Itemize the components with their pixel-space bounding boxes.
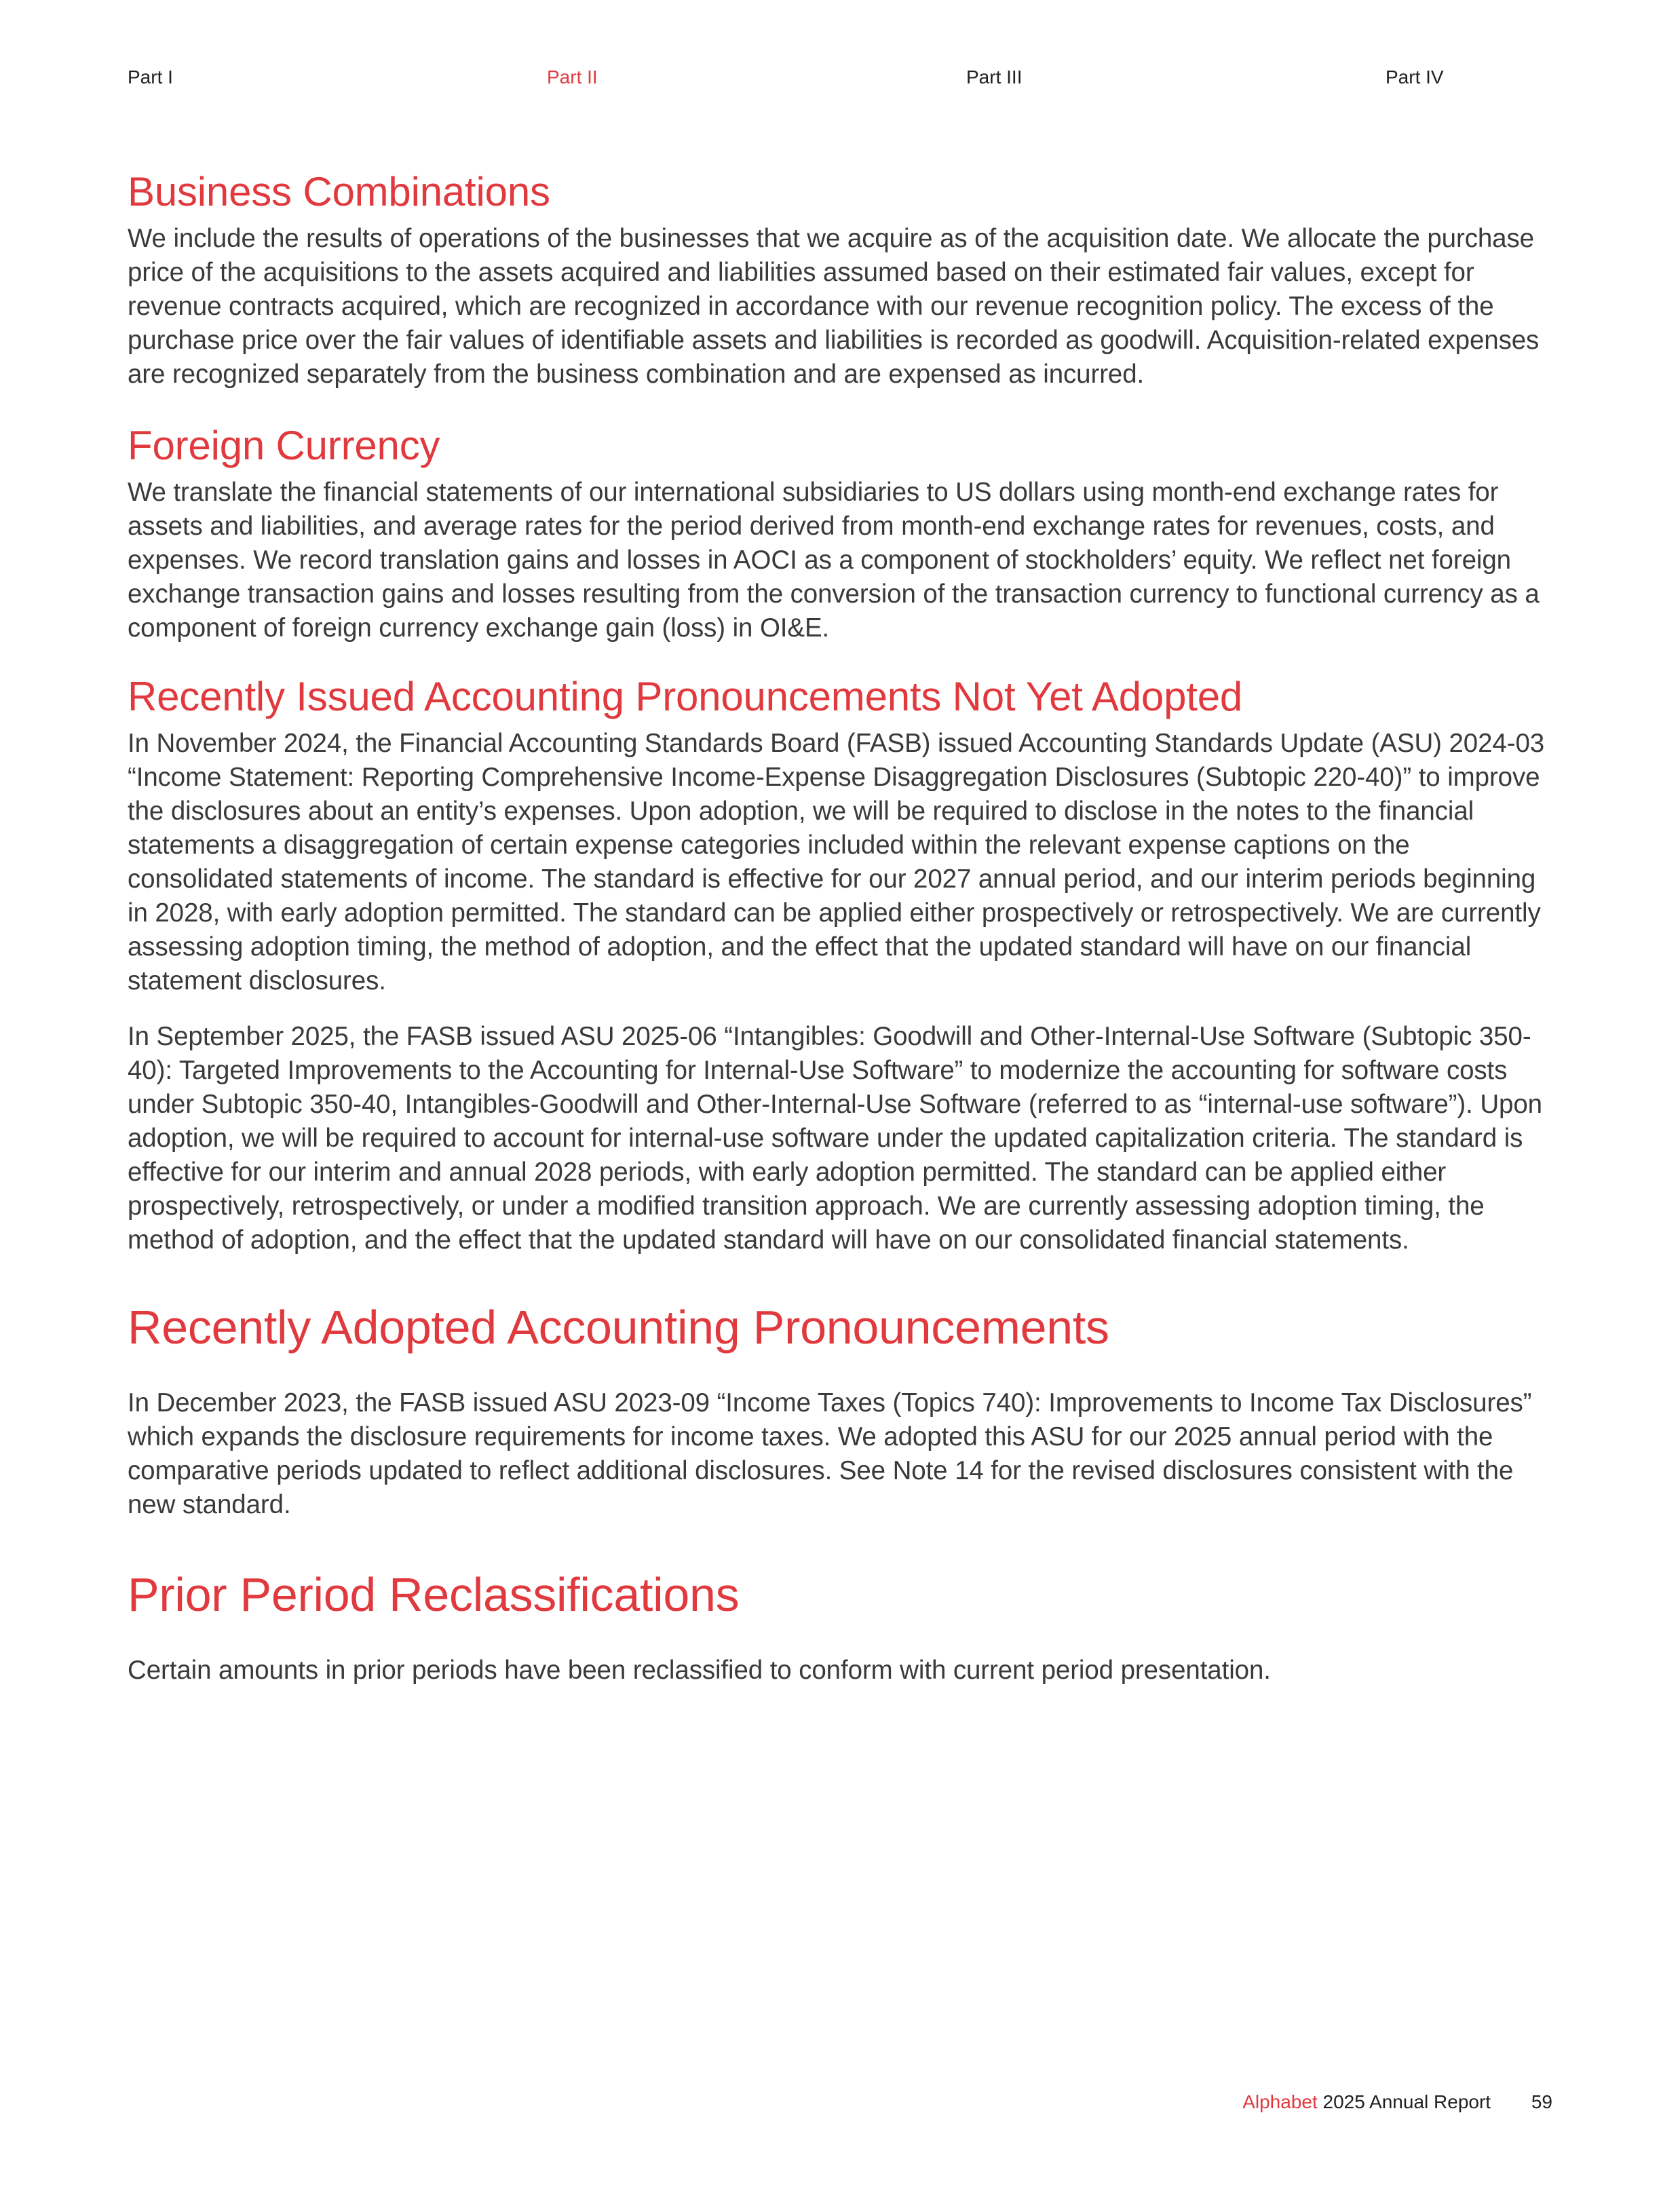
page-number: 59 xyxy=(1531,2091,1552,2112)
nav-part-i[interactable]: Part I xyxy=(128,66,173,88)
footer-brand: Alphabet xyxy=(1242,2091,1318,2112)
part-navigation xyxy=(128,65,1552,92)
main-content xyxy=(128,166,1559,1688)
page-footer xyxy=(1242,2090,1552,2114)
footer-report-title: 2025 Annual Report xyxy=(1322,2091,1491,2112)
section-prior-period xyxy=(128,1564,1559,1688)
nav-part-ii[interactable]: Part II xyxy=(547,66,598,88)
heading-recently-issued: Recently Issued Accounting Pronouncements Not Yet Adopted xyxy=(128,674,1243,719)
section-foreign-currency xyxy=(128,420,1559,645)
section-recently-issued xyxy=(128,671,1559,1257)
paragraph: In December 2023, the FASB issued ASU 2023-09 “Income Taxes (Topics 740): Improvements to Income Tax Disclosures” which expands the disclosure requirements for income taxes. We adopted this ASU for our 2025 annual period with the comparative periods updated to reflect additional disclosures. See Note 14 for the revised disclosures consistent with the new standard. xyxy=(128,1388,1532,1519)
section-recently-adopted xyxy=(128,1297,1559,1522)
paragraph: We translate the financial statements of our international subsidiaries to US dollars using month-end exchange rates for assets and liabilities, and average rates for the period derived from month-end exchange rates for revenues, costs, and expenses. We record translation gains and losses in AOCI as a component of stockholders’ equity. We reflect net foreign exchange transaction gains and losses resulting from the conversion of the transaction currency to functional currency as a component of foreign currency exchange gain (loss) in OI&E. xyxy=(128,478,1540,643)
heading-recently-adopted: Recently Adopted Accounting Pronouncements xyxy=(128,1301,1109,1354)
paragraph: We include the results of operations of the businesses that we acquire as of the acquisition date. We allocate the purchase price of the acquisitions to the assets acquired and liabilities assumed based on their estimated fair values, except for revenue contracts acquired, which are recognized in accordance with our revenue recognition policy. The excess of the purchase price over the fair values of identifiable assets and liabilities is recorded as goodwill. Acquisition-related expenses are recognized separately from the business combination and are expensed as incurred. xyxy=(128,224,1540,389)
section-business-combinations xyxy=(128,166,1559,392)
heading-business-combinations: Business Combinations xyxy=(128,169,550,214)
nav-part-iv[interactable]: Part IV xyxy=(1386,66,1444,88)
heading-foreign-currency: Foreign Currency xyxy=(128,423,440,468)
paragraph: In September 2025, the FASB issued ASU 2025-06 “Intangibles: Goodwill and Other-Internal-Use Software (Subtopic 350-40): Targeted Improvements to the Accounting for Internal-Use Software” to modernize the accounting for software costs under Subtopic 350-40, Intangibles-Goodwill and Other-Internal-Use Software (referred to as “internal-use software”). Upon adoption, we will be required to account for internal-use software under the updated capitalization criteria. The standard is effective for our interim and annual 2028 periods, with early adoption permitted. The standard can be applied either prospectively, retrospectively, or under a modified transition approach. We are currently assessing adoption timing, the method of adoption, and the effect that the updated standard will have on our consolidated financial statements. xyxy=(128,1022,1542,1255)
paragraph: Certain amounts in prior periods have been reclassified to conform with current period presentation. xyxy=(128,1656,1271,1685)
paragraph: In November 2024, the Financial Accounting Standards Board (FASB) issued Accounting Standards Update (ASU) 2024-03 “Income Statement: Reporting Comprehensive Income-Expense Disaggregation Disclosures (Subtopic 220-40)” to improve the disclosures about an entity’s expenses. Upon adoption, we will be required to disclose in the notes to the financial statements a disaggregation of certain expense categories included within the relevant expense captions on the consolidated statements of income. The standard is effective for our 2027 annual period, and our interim periods beginning in 2028, with early adoption permitted. The standard can be applied either prospectively or retrospectively. We are currently assessing adoption timing, the method of adoption, and the effect that the updated standard will have on our financial statement disclosures. xyxy=(128,729,1545,995)
heading-prior-period: Prior Period Reclassifications xyxy=(128,1568,740,1621)
nav-part-iii[interactable]: Part III xyxy=(966,66,1023,88)
